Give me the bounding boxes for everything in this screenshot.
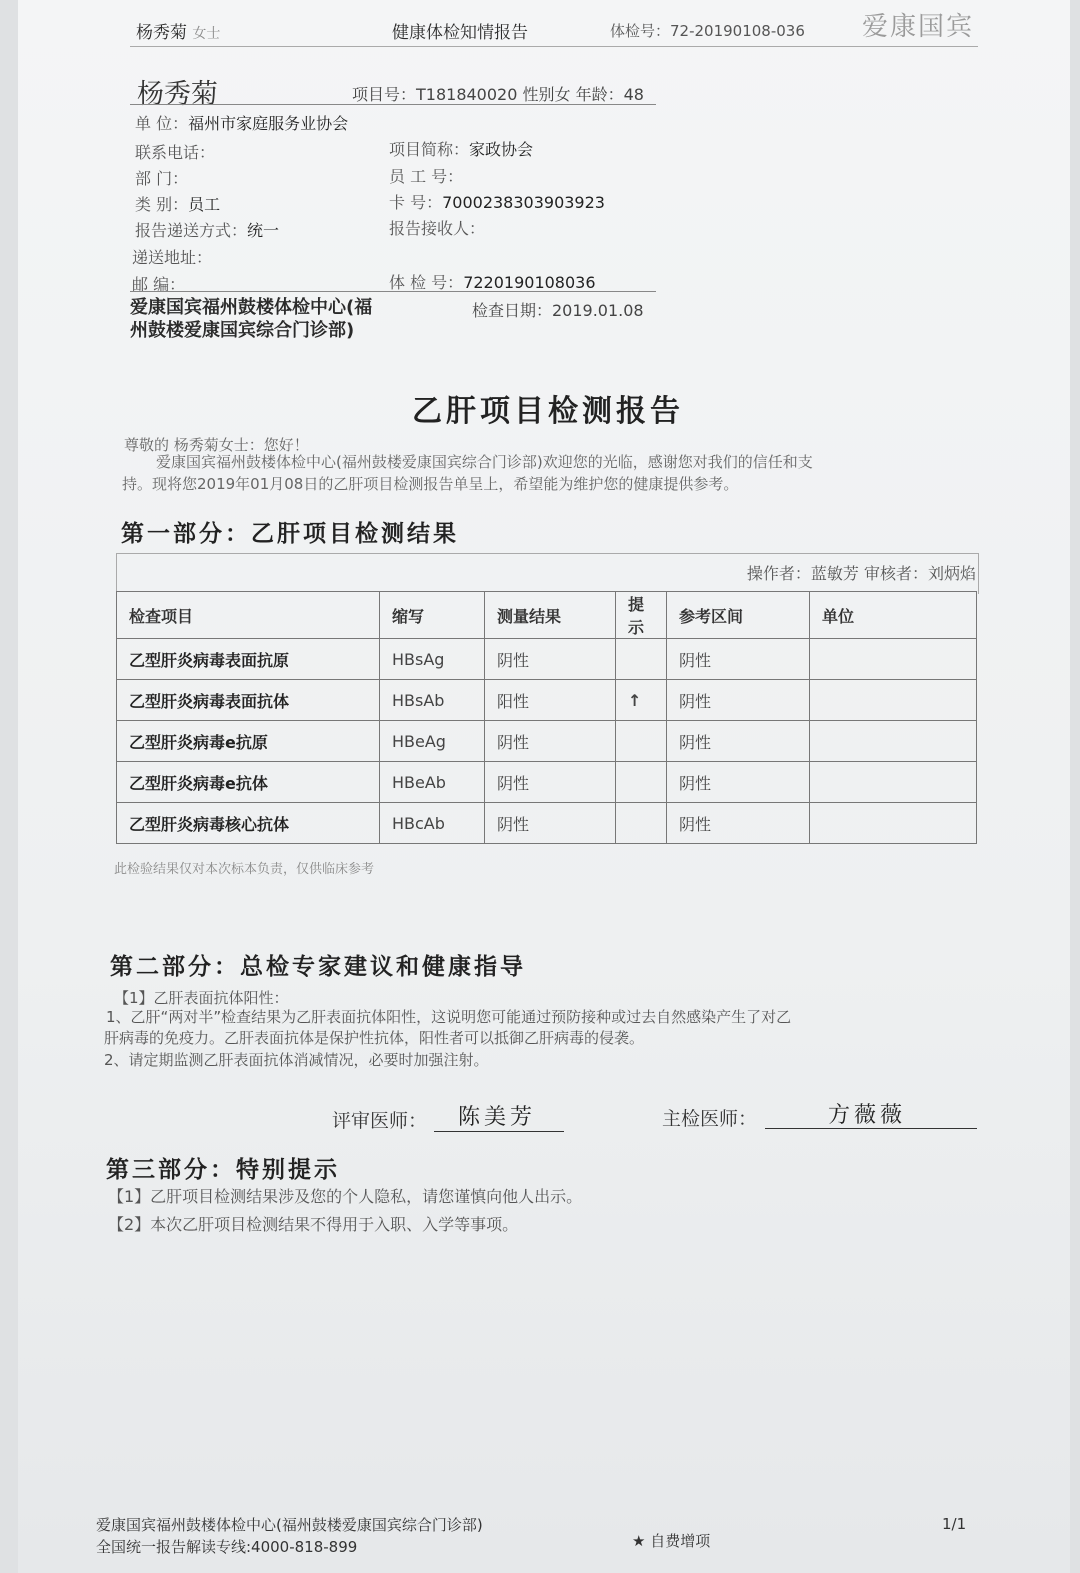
row-abbr: HBeAb xyxy=(380,762,485,803)
reviewer-signature-line xyxy=(434,1131,564,1132)
card-label: 卡 号： xyxy=(389,193,443,212)
patient-name: 杨秀菊 xyxy=(137,79,218,110)
reviewer-label: 评审医师： xyxy=(332,1110,428,1132)
notice-line-1: 【1】乙肝项目检测结果涉及您的个人隐私，请您谨慎向他人出示。 xyxy=(108,1187,583,1206)
exam-no-label: 体 检 号： xyxy=(389,273,464,292)
table-row xyxy=(117,803,977,844)
category-value: 员工 xyxy=(188,195,221,214)
dept-label: 部 门： xyxy=(135,169,189,188)
row-unit xyxy=(810,803,977,844)
receiver-label: 报告接收人： xyxy=(389,219,486,238)
brand-logo: 爱康国宾 xyxy=(862,12,975,42)
chief-label: 主检医师： xyxy=(662,1108,758,1130)
row-item: 乙型肝炎病毒表面抗体 xyxy=(117,680,380,721)
row-result: 阳性 xyxy=(485,680,616,721)
category-label: 类 别： xyxy=(135,195,189,214)
col-abbr: 缩写 xyxy=(380,592,485,639)
address-label: 递送地址： xyxy=(132,248,213,267)
row-range: 阴性 xyxy=(667,680,810,721)
card-value: 7000238303903923 xyxy=(442,193,605,212)
chief-signature: 方薇薇 xyxy=(828,1103,907,1128)
unit-label: 单 位： xyxy=(135,114,189,133)
report-title: 乙肝项目检测报告 xyxy=(412,394,684,429)
header-divider xyxy=(130,46,978,47)
row-range: 阴性 xyxy=(667,721,810,762)
table-row xyxy=(117,762,977,803)
part3-title: 第三部分：特别提示 xyxy=(106,1157,340,1183)
row-flag-up-arrow-icon: ↑ xyxy=(616,680,667,721)
part1-title: 第一部分：乙肝项目检测结果 xyxy=(121,521,459,547)
delivery-value: 统一 xyxy=(247,221,280,240)
header-exam-no: 体检号：72-20190108-036 xyxy=(610,22,805,40)
phone-label: 联系电话： xyxy=(135,143,216,162)
greeting-line-3: 持。现将您2019年01月08日的乙肝项目检测报告单呈上，希望能为维护您的健康提供参考。 xyxy=(122,475,739,493)
row-result: 阴性 xyxy=(485,762,616,803)
part2-title: 第二部分：总检专家建议和健康指导 xyxy=(110,954,526,980)
header-report-type: 健康体检知情报告 xyxy=(392,23,528,43)
col-item: 检查项目 xyxy=(117,592,380,639)
table-row xyxy=(117,680,977,721)
project-name-row xyxy=(389,137,533,160)
col-flag: 提示 xyxy=(616,592,667,639)
row-abbr: HBcAb xyxy=(380,803,485,844)
row-abbr: HBsAg xyxy=(380,639,485,680)
row-flag xyxy=(616,639,667,680)
results-header-row xyxy=(117,592,977,639)
exam-no-row xyxy=(389,270,596,293)
row-unit xyxy=(810,762,977,803)
page-number: 1/1 xyxy=(942,1515,967,1533)
results-disclaimer: 此检验结果仅对本次标本负责，仅供临床参考 xyxy=(114,862,375,877)
category-row xyxy=(135,192,220,215)
operator-line: 操作者：蓝敏芳 审核者：刘炳焰 xyxy=(746,564,976,583)
header-patient xyxy=(136,18,220,43)
col-unit: 单位 xyxy=(810,592,977,639)
row-result: 阴性 xyxy=(485,721,616,762)
header-patient-name: 杨秀菊 xyxy=(136,23,187,43)
footer-center: 爱康国宾福州鼓楼体检中心(福州鼓楼爱康国宾综合门诊部) xyxy=(96,1516,483,1534)
row-range: 阴性 xyxy=(667,803,810,844)
row-abbr: HBeAg xyxy=(380,721,485,762)
reviewer-signature: 陈美芳 xyxy=(458,1105,537,1130)
notice-line-2: 【2】本次乙肝项目检测结果不得用于入职、入学等事项。 xyxy=(108,1215,519,1234)
project-name-value: 家政协会 xyxy=(469,140,534,159)
row-result: 阴性 xyxy=(485,639,616,680)
table-row xyxy=(117,639,977,680)
row-abbr: HBsAb xyxy=(380,680,485,721)
advice-line-2: 1、乙肝“两对半”检查结果为乙肝表面抗体阳性，这说明您可能通过预防接种或过去自然感染产生了对乙 xyxy=(106,1008,792,1026)
footer-self-pay: ★ 自费增项 xyxy=(632,1532,711,1550)
row-item: 乙型肝炎病毒表面抗原 xyxy=(117,639,380,680)
advice-line-4: 2、请定期监测乙肝表面抗体消减情况，必要时加强注射。 xyxy=(104,1051,489,1069)
row-unit xyxy=(810,721,977,762)
row-result: 阴性 xyxy=(485,803,616,844)
row-unit xyxy=(810,680,977,721)
delivery-label: 报告递送方式： xyxy=(135,221,248,240)
row-item: 乙型肝炎病毒e抗原 xyxy=(117,721,380,762)
row-flag xyxy=(616,721,667,762)
advice-line-3: 肝病毒的免疫力。乙肝表面抗体是保护性抗体，阳性者可以抵御乙肝病毒的侵袭。 xyxy=(104,1029,645,1047)
unit-row xyxy=(135,111,348,134)
info-bottom-divider xyxy=(130,291,656,292)
col-result: 测量结果 xyxy=(485,592,616,639)
card-row xyxy=(389,190,605,213)
chief-signature-line xyxy=(765,1128,977,1129)
col-range: 参考区间 xyxy=(667,592,810,639)
project-line: 项目号：T181840020 性别女 年龄：48 xyxy=(352,85,644,104)
info-top-divider xyxy=(130,104,656,105)
project-name-label: 项目简称： xyxy=(389,140,470,159)
employee-label: 员 工 号： xyxy=(389,167,464,186)
advice-line-1: 【1】乙肝表面抗体阳性： xyxy=(114,989,289,1007)
row-flag xyxy=(616,762,667,803)
row-range: 阴性 xyxy=(667,639,810,680)
exam-no-value: 7220190108036 xyxy=(463,273,596,292)
row-item: 乙型肝炎病毒e抗体 xyxy=(117,762,380,803)
footer-hotline: 全国统一报告解读专线:4000-818-899 xyxy=(96,1538,358,1556)
delivery-row xyxy=(135,218,279,241)
exam-date: 检查日期：2019.01.08 xyxy=(472,301,644,320)
unit-value: 福州市家庭服务业协会 xyxy=(188,114,349,133)
row-unit xyxy=(810,639,977,680)
header-honorific: 女士 xyxy=(192,26,221,42)
postcode-label: 邮 编： xyxy=(132,275,186,294)
table-row xyxy=(117,721,977,762)
center-name: 爱康国宾福州鼓楼体检中心(福州鼓楼爱康国宾综合门诊部) xyxy=(130,297,373,341)
row-range: 阴性 xyxy=(667,762,810,803)
row-item: 乙型肝炎病毒核心抗体 xyxy=(117,803,380,844)
greeting-line-1: 尊敬的 杨秀菊女士：您好！ xyxy=(124,436,309,454)
results-table xyxy=(116,591,977,844)
row-flag xyxy=(616,803,667,844)
greeting-line-2: 爱康国宾福州鼓楼体检中心(福州鼓楼爱康国宾综合门诊部)欢迎您的光临，感谢您对我们的信任和支 xyxy=(156,453,813,471)
